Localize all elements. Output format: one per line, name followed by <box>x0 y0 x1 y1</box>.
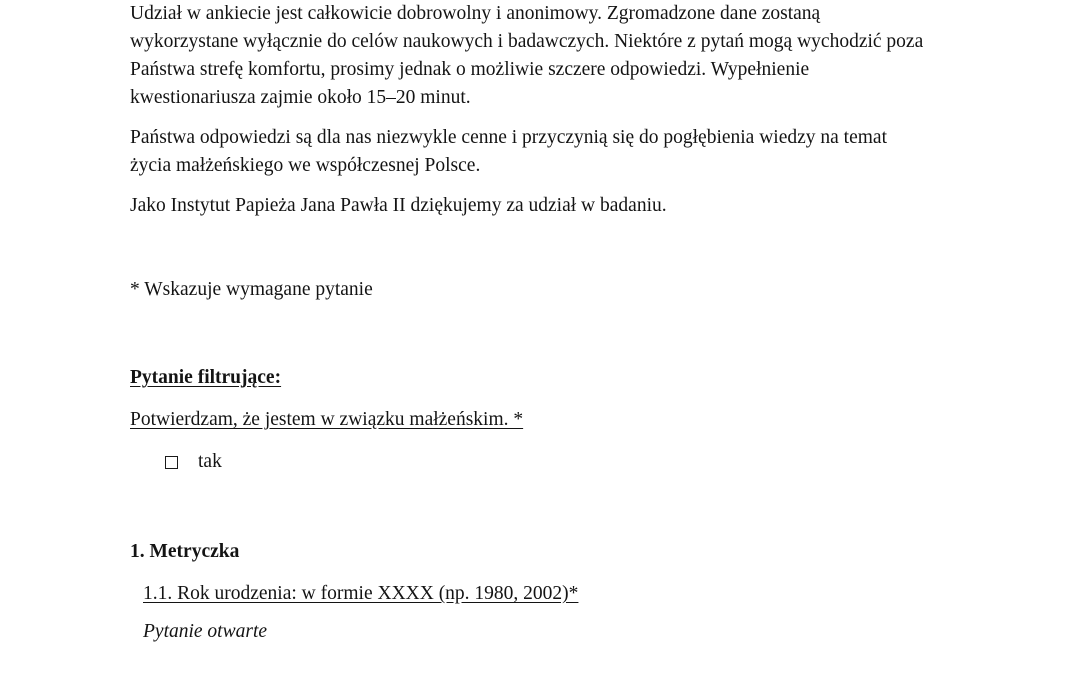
filter-question-label: Potwierdzam, że jestem w związku małżeńskim. * <box>130 409 524 430</box>
intro-paragraph-1: Udział w ankiecie jest całkowicie dobrowolny i anonimowy. Zgromadzone dane zostaną wykorzystane wyłącznie do celów naukowych i badawczych. Niektóre z pytań mogą wychodzić poza Państwa strefę komfortu, prosimy jednak o możliwie szczere odpowiedzi. Wypełnienie kwestionariusza zajmie około 15–20 minut. <box>130 3 924 108</box>
question-1-1-label: 1.1. Rok urodzenia: w formie XXXX (np. 1980, 2002)* <box>143 583 579 604</box>
section-1-metryczka <box>130 538 920 646</box>
intro-paragraph-2: Państwa odpowiedzi są dla nas niezwykle cenne i przyczynią się do pogłębienia wiedzy na temat życia małżeńskiego we współczesnej Polsce. <box>130 127 887 176</box>
filter-question-section <box>130 364 920 476</box>
question-1-1-line <box>130 580 920 608</box>
spacer-before-filter-section <box>130 304 920 364</box>
question-1-1-hint: Pytanie otwarte <box>143 621 268 642</box>
checkbox-unchecked-icon[interactable] <box>165 456 178 469</box>
option-label-tak: tak <box>198 451 222 472</box>
spacer-before-section-1 <box>130 476 920 538</box>
required-field-note: * Wskazuje wymagane pytanie <box>130 279 373 300</box>
filter-question-line <box>130 406 920 434</box>
spacer-before-required-note <box>130 220 920 276</box>
filter-heading-line <box>130 364 920 392</box>
intro-paragraph-3: Jako Instytut Papieża Jana Pawła II dziękujemy za udział w badaniu. <box>130 195 667 216</box>
option-row-tak[interactable] <box>130 448 920 476</box>
filter-section-heading: Pytanie filtrujące: <box>130 367 282 388</box>
filter-options-list <box>130 448 920 476</box>
section-1-heading: 1. Metryczka <box>130 541 240 562</box>
